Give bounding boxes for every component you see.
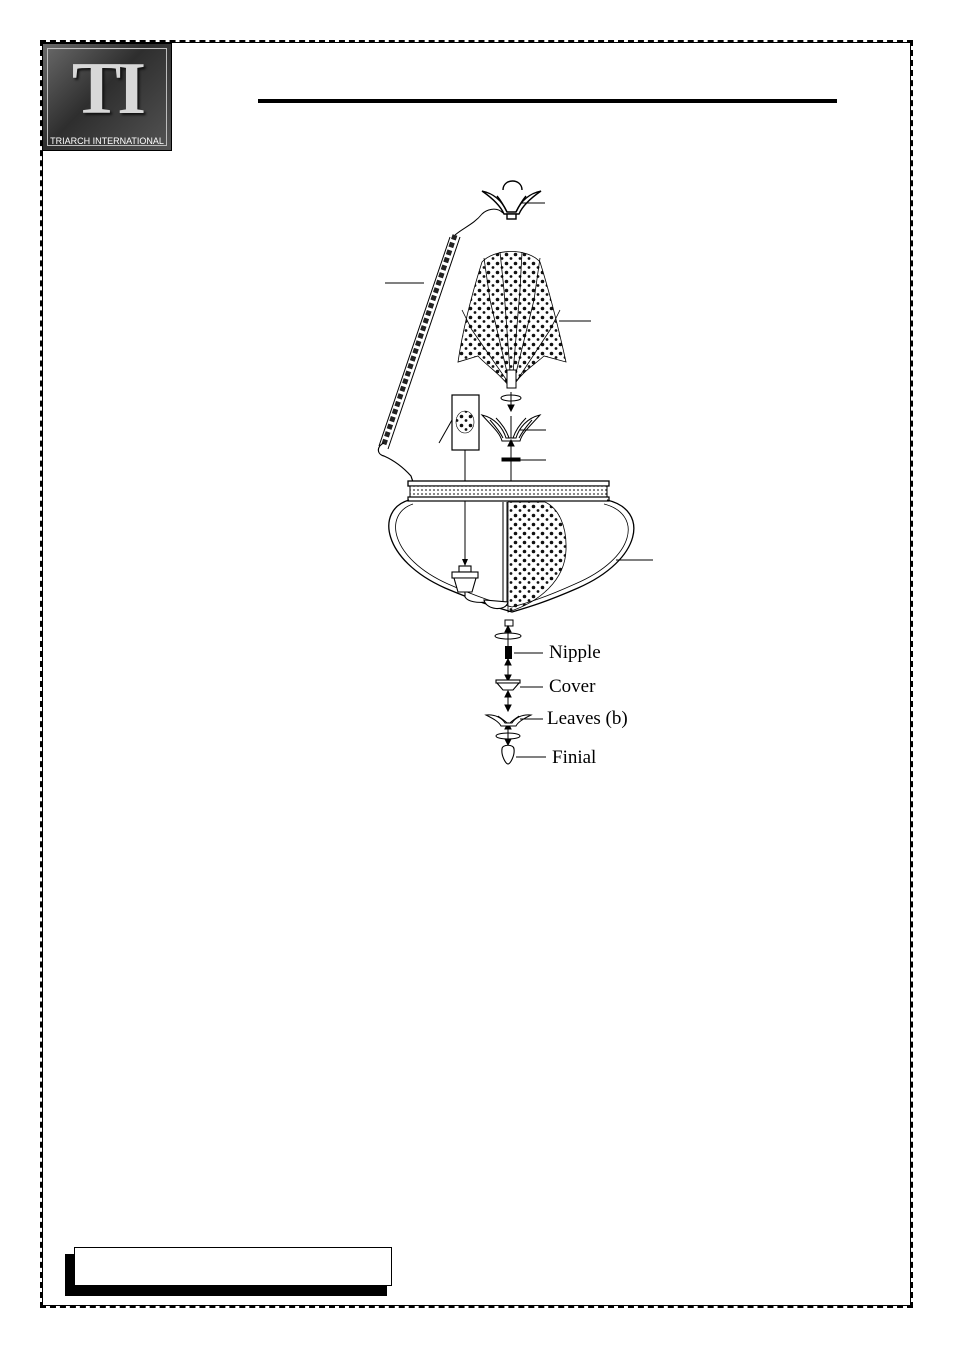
finial-part xyxy=(502,745,514,764)
chain xyxy=(379,235,460,449)
tree-ornament xyxy=(458,252,566,389)
leaves-b-part xyxy=(486,715,531,726)
logo-caption: TRIARCH INTERNATIONAL xyxy=(50,136,164,146)
assembly-arrows-middle xyxy=(502,440,520,487)
leaves-a xyxy=(482,415,540,441)
label-nipple: Nipple xyxy=(549,642,601,663)
glass-panel-leader xyxy=(439,420,452,443)
nipple-part xyxy=(505,646,512,659)
canopy xyxy=(482,181,541,219)
cover-part xyxy=(496,680,520,690)
lamp-socket xyxy=(452,566,508,609)
assembly-arrows-upper xyxy=(501,392,521,411)
bowl xyxy=(389,481,634,612)
logo-mark: TI xyxy=(71,48,143,130)
label-leaves-b: Leaves (b) xyxy=(547,708,628,729)
chain-hook xyxy=(378,443,413,482)
label-cover: Cover xyxy=(549,676,596,697)
glass-panel xyxy=(452,395,479,450)
footer-box xyxy=(74,1247,392,1286)
hanging-wire xyxy=(455,209,503,235)
label-finial: Finial xyxy=(552,747,597,768)
